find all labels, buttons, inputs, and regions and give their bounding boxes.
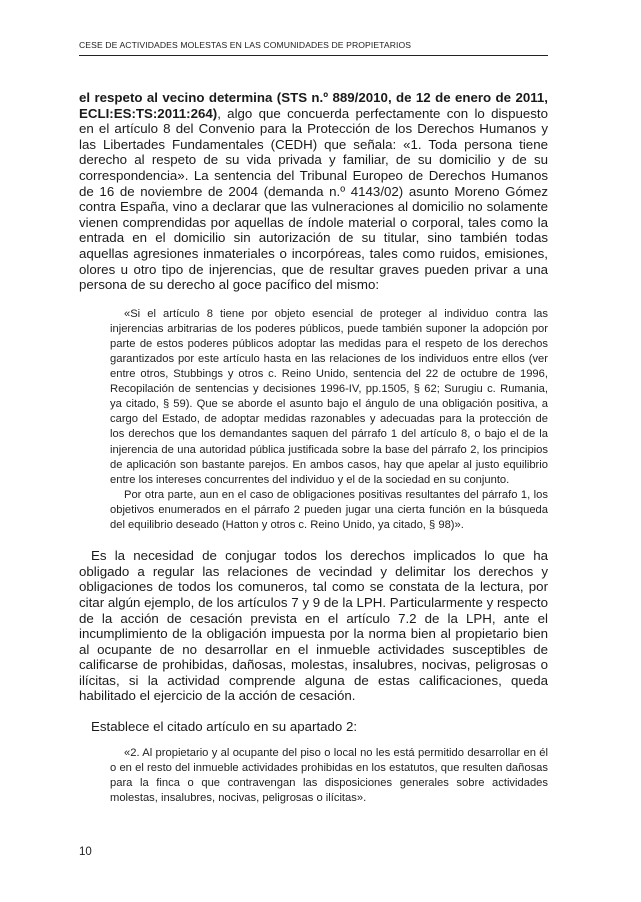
- bold-lead: el respeto al vecino determina (STS n.º 889/2010, de 12 de enero de 2011, ECLI:ES:TS:2011:264): [79, 90, 548, 121]
- paragraph-apartado: Establece el citado artículo en su apartado 2:: [91, 719, 358, 735]
- paragraph-lph: Es la necesidad de conjugar todos los derechos implicados lo que ha obligado a regular las relaciones de vecindad y delimitar los derechos y obligaciones de todos los comuneros, tal como se constata de la lectura, por citar algún ejemplo, de los artículos 7 y 9 de la LPH. Particularmente y respecto de la acción de cesación prevista en el artículo 7.2 de la LPH, ante el incumplimiento de la obligación impuesta por la norma bien al propietario bien al ocupante de no desarrollar en el inmueble actividades susceptibles de calificarse de prohibidas, dañosas, molestas, insalubres, nocivas, peligrosas o ilícitas, si la actividad comprende alguna de estas calificaciones, queda habilitado el ejercicio de la acción de cesación.: [79, 548, 548, 704]
- paragraph-moreno-gomez: [79, 90, 548, 293]
- quote-paragraph: «2. Al propietario y al ocupante del piso o local no les está permitido desarrollar en él o en el resto del inmueble actividades prohibidas en los estatutos, que resulten dañosas para la finca o que contravengan las disposiciones generales sobre actividades molestas, insalubres, nocivas, peligrosas o ilícitas».: [110, 746, 548, 804]
- block-quote-tedh: [110, 307, 548, 533]
- header-rule: [79, 55, 548, 56]
- quote-paragraph: Por otra parte, aun en el caso de obligaciones positivas resultantes del párrafo 1, los objetivos enumerados en el párrafo 2 pueden jugar una cierta función en la búsqueda del equilibrio deseado (Hatton y otros c. Reino Unido, ya citado, § 98)».: [110, 488, 548, 532]
- page-body: [79, 90, 548, 806]
- running-header: CESE DE ACTIVIDADES MOLESTAS EN LAS COMUNIDADES DE PROPIETARIOS: [79, 40, 412, 50]
- page-number: 10: [79, 846, 92, 858]
- paragraph-text: , algo que concuerda perfectamente con lo dispuesto en el artículo 8 del Convenio para la Protección de los Derechos Humanos y las Libertades Fundamentales (CEDH) que señala: «1. Toda persona tiene derecho al respeto de su vida privada y familiar, de su domicilio y de su correspondencia». La sentencia del Tribunal Europeo de Derechos Humanos de 16 de noviembre de 2004 (demanda n.º 4143/02) asunto Moreno Gómez contra España, vino a declarar que las vulneraciones al domicilio no solamente vienen comprendidas por aquellas de índole material o corporal, tales como la entrada en el domicilio sin autorización de su titular, sino también todas aquellas agresiones inmateriales o incorpóreas, tales como ruidos, emisiones, olores u otro tipo de injerencias, que de resultar graves pueden privar a una persona de su derecho al goce pacífico del mismo:: [79, 105, 548, 293]
- block-quote-article: [110, 746, 548, 806]
- quote-paragraph: «Si el artículo 8 tiene por objeto esencial de proteger al individuo contra las injerencias arbitrarias de los poderes públicos, puede también suponer la adopción por parte de estos poderes públicos adoptar las medidas para el respeto de los derechos garantizados por este artículo hasta en las relaciones de los individuos entre ellos (ver entre otros, Stubbings y otros c. Reino Unido, sentencia del 22 de octubre de 1996, Recopilación de sentencias y decisiones 1996-IV, pp.1505, § 62; Surugiu c. Rumania, ya citado, § 59). Que se aborde el asunto bajo el ángulo de una obligación positiva, a cargo del Estado, de adoptar medidas razonables y adecuadas para la protección de los derechos que los demandantes saquen del párrafo 1 del artículo 8, o bajo el de la injerencia de una autoridad pública justificada sobre la base del párrafo 2, los principios de aplicación son bastante parejos. En ambos casos, hay que apelar al justo equilibrio entre los intereses concurrentes del individuo y el de la sociedad en su conjunto.: [110, 307, 548, 486]
